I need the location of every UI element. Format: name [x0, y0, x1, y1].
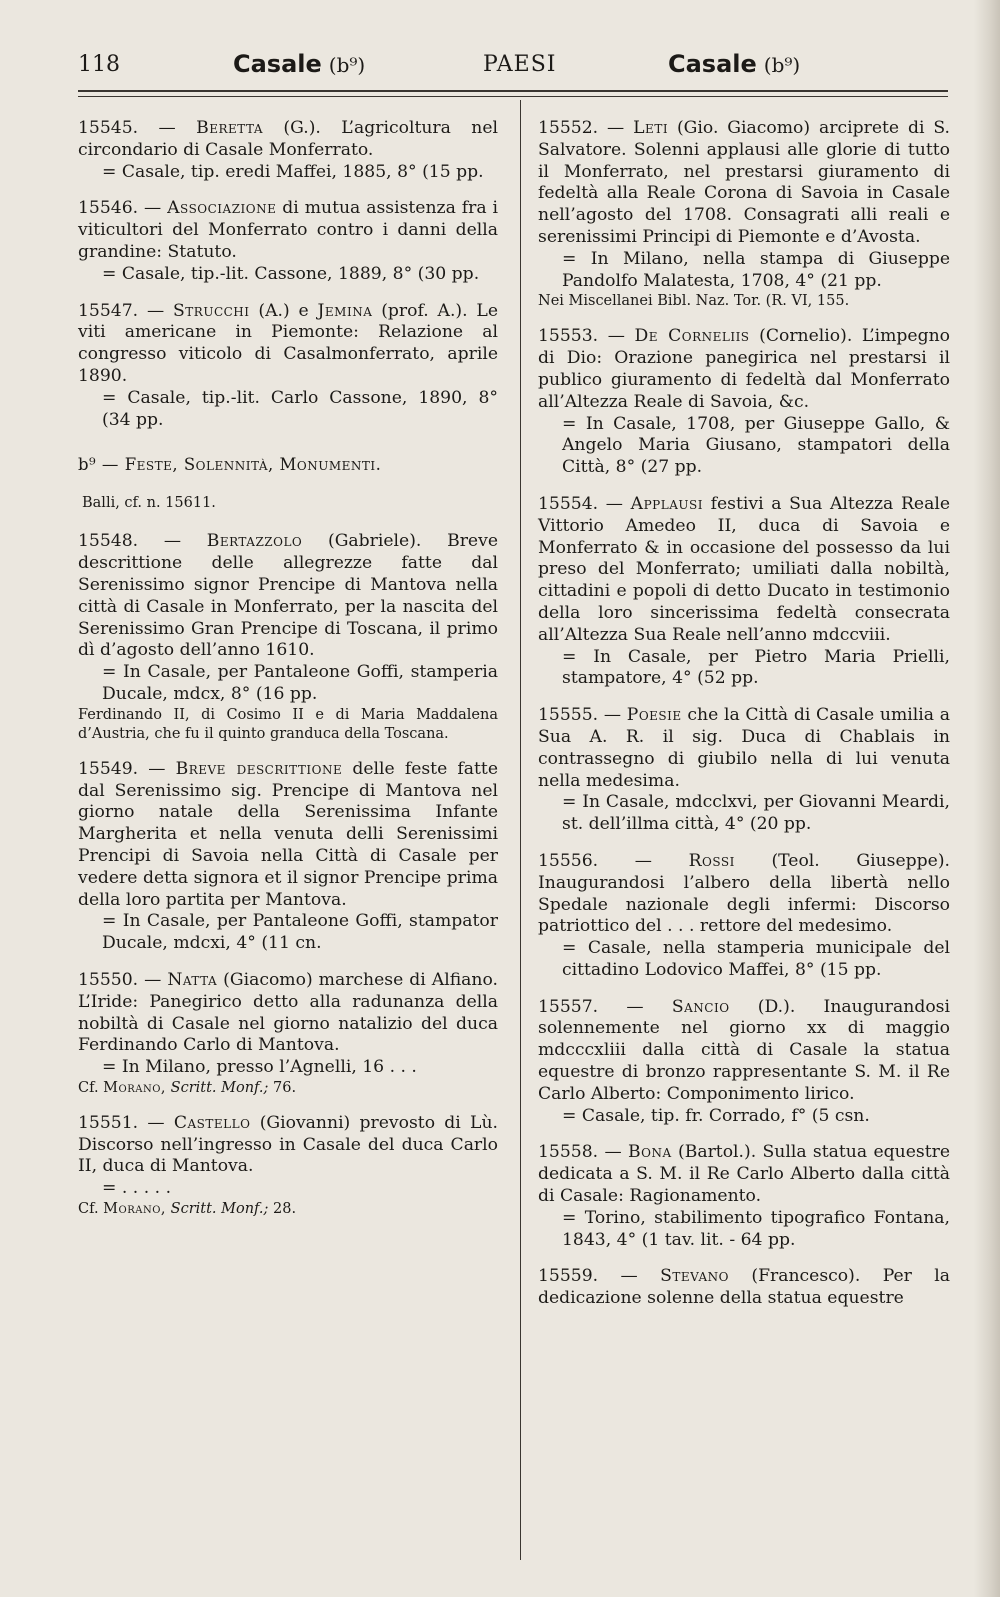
entry-15558: 15558. — Bona (Bartol.). Sulla statua equestre dedicata a S. M. il Re Carlo Alberto dalla città di Casale: Ragionamento. = Torino, stabilimento tipografico Fontana, 1843, 4° (1 tav. lit. - 64 pp. [538, 1142, 950, 1250]
entry-imprint: = Casale, tip.-lit. Cassone, 1889, 8° (30 pp. [102, 263, 480, 284]
entry-15550: 15550. — Natta (Giacomo) marchese di Alfiano. L’Iride: Panegirico detto alla radunanza della nobiltà di Casale nel giorno natalizio del duca Ferdinando Carlo di Mantova. = In Milano, presso l’Agnelli, 16 . . . Cf. Morano, Scritt. Monf.; 76. [78, 969, 498, 1096]
entry-number: 15558. [538, 1142, 599, 1163]
entry-15559: 15559. — Stevano (Francesco). Per la dedicazione solenne della statua equestre [538, 1266, 950, 1309]
entry-number: 15553. [538, 326, 599, 347]
entry-author: Castello [173, 1112, 251, 1133]
entry-number: 15557. [538, 996, 599, 1017]
entry-imprint: = In Casale, per Pietro Maria Prielli, stampatore, 4° (52 pp. [562, 646, 950, 689]
entry-author: Beretta [196, 118, 264, 138]
binding-shadow [974, 0, 1000, 1597]
entry-number: 15549. [78, 758, 139, 779]
entry-text: (D.). Inaugurandosi solennemente nel giorno xx di maggio mdcccxliii dalla città di Casale la statua equestre di bronzo rappresentante S. M. il Re Carlo Alberto: Componimento lirico. [538, 996, 950, 1104]
entry-text: (G.). L’agricoltura nel circondario di Casale Monferrato. [78, 118, 498, 160]
entry-author: Strucchi [173, 300, 250, 321]
entry-author: Associazione [167, 198, 277, 219]
entry-author: Natta [167, 969, 218, 990]
section-heading: b⁹ — Feste, Solennità, Monumenti. [78, 455, 382, 475]
entry-15547: 15547. — Strucchi (A.) e Jemina (prof. A.). Le viti americane in Piemonte: Relazione al congresso viticolo di Casalmonferrato, aprile 1890. = Casale, tip.-lit. Carlo Cassone, 1890, 8° (34 pp. [78, 300, 498, 430]
entry-text: (prof. A.). Le viti americane in Piemonte: Relazione al congresso viticolo di Casalmonferrato, aprile 1890. [78, 300, 498, 386]
entry-text: (Francesco). Per la dedicazione solenne della statua equestre [538, 1266, 950, 1309]
entry-15552: 15552. — Leti (Gio. Giacomo) arciprete di S. Salvatore. Solenni applausi alle glorie di tutto il Monferrato, nel prestarsi giuramento di fedeltà alla Reale Corona di Savoia in Casale nell’agosto del 1708. Consagrati alli reali e serenissimi Principi di Piemonte e d’Avosta. = In Milano, nella stampa di Giuseppe Pandolfo Malatesta, 1708, 4° (21 pp. Nei Miscellanei Bibl. Naz. Tor. (R. VI, 155. [538, 118, 950, 310]
entry-text: (Gio. Giacomo) arciprete di S. Salvatore. Solenni applausi alle glorie di tutto il Monferrato, nel prestarsi giuramento di fedeltà alla Reale Corona di Savoia in Casale nell’agosto del 1708. Consagrati alli reali e serenissimi Principi di Piemonte e d’Avosta. [538, 118, 950, 247]
entry-author: Stevano [660, 1266, 729, 1287]
entry-imprint: = Casale, nella stamperia municipale del cittadino Lodovico Maffei, 8° (15 pp. [562, 938, 950, 980]
entry-15553: 15553. — De Corneliis (Cornelio). L’impegno di Dio: Orazione panegirica nel prestarsi il publico giuramento di fedeltà dal Monferrato all’Altezza Reale di Savoia, &c. = In Casale, 1708, per Giuseppe Gallo, & Angelo Maria Giusano, stampatori della Città, 8° (27 pp. [538, 326, 950, 478]
entry-text: che la Città di Casale umilia a Sua A. R. il sig. Duca di Chablais in contrassegno di giubilo nella di lui venuta nella medesima. [538, 705, 950, 791]
section-title: Feste, Solennità, Monumenti. [124, 455, 382, 475]
entry-author: Poesie [626, 705, 682, 726]
right-column [538, 118, 950, 1325]
entry-15545: 15545. — Beretta (G.). L’agricoltura nel circondario di Casale Monferrato. = Casale, tip. eredi Maffei, 1885, 8° (15 pp. [78, 118, 498, 182]
running-head [78, 46, 848, 86]
entry-text: (Teol. Giuseppe). Inaugurandosi l’albero della libertà nello Spedale nazionale degli infermi: Discorso patriottico del . . . rettore del medesimo. [538, 850, 950, 937]
running-title-center: PAESI [483, 52, 557, 77]
entry-number: 15554. [538, 493, 599, 514]
entry-author: Applausi [630, 493, 703, 514]
entry-text: (Giovanni) prevosto di Lù. Discorso nell’ingresso in Casale del duca Carlo II, duca di Mantova. [78, 1112, 498, 1177]
entry-15551: 15551. — Castello (Giovanni) prevosto di Lù. Discorso nell’ingresso in Casale del duca Carlo II, duca di Mantova. = . . . . . Cf. Morano, Scritt. Monf.; 28. [78, 1112, 498, 1218]
entry-author: Sancio [671, 996, 730, 1017]
entry-text: festivi a Sua Altezza Reale Vittorio Amedeo II, duca di Savoia e Monferrato & in occasione del possesso da lui preso del Monferrato; umiliati dalla nobiltà, cittadini e popoli di detto Ducato in testimonio della loro sincerissima fedeltà consecrata all’Altezza Sua Reale nell’anno mdccviii. [538, 493, 950, 645]
entry-imprint: = In Milano, presso l’Agnelli, 16 . . . [102, 1057, 417, 1078]
entry-15549: 15549. — Breve descrittione delle feste fatte dal Serenissimo sig. Prencipe di Mantova nel giorno natale della Serenissima Infante Margherita et nella venuta delli Serenissimi Prencipi di Savoia nella Città di Casale per vedere detta signora et il signor Prencipe prima della loro partita per Mantova. = In Casale, per Pantaleone Goffi, stampator Ducale, mdcxi, 4° (11 cn. [78, 758, 498, 954]
entry-number: 15546. [78, 198, 139, 219]
entry-number: 15548. [78, 531, 139, 552]
entry-author: De Corneliis [634, 326, 750, 347]
entry-number: 15559. [538, 1266, 599, 1287]
entry-number: 15545. [78, 118, 139, 138]
entry-number: 15556. [538, 850, 599, 871]
entry-15546: 15546. — Associazione di mutua assistenza fra i viticultori del Monferrato contro i danni della grandine: Statuto. = Casale, tip.-lit. Cassone, 1889, 8° (30 pp. [78, 198, 498, 284]
entry-number: 15551. [78, 1112, 139, 1133]
entry-15555: 15555. — Poesie che la Città di Casale umilia a Sua A. R. il sig. Duca di Chablais in contrassegno di giubilo nella di lui venuta nella medesima. = In Casale, mdcclxvi, per Giovanni Meardi, st. dell’illma città, 4° (20 pp. [538, 705, 950, 835]
entry-number: 15552. [538, 118, 599, 138]
entry-note: Ferdinando II, di Cosimo II e di Maria Maddalena d’Austria, che fu il quinto granduca della Toscana. [78, 706, 498, 742]
entry-imprint: = Casale, tip.-lit. Carlo Cassone, 1890, 8° (34 pp. [102, 387, 498, 430]
entry-number: 15555. [538, 705, 599, 726]
running-title-right: Casale (b⁹) [668, 50, 801, 78]
entry-author: Bertazzolo [206, 531, 303, 552]
entry-reference: Cf. Morano, Scritt. Monf.; 76. [78, 1079, 297, 1096]
entry-number: 15550. [78, 969, 139, 990]
entry-text: (Giacomo) marchese di Alfiano. L’Iride: Panegirico detto alla radunanza della nobiltà di Casale nel giorno natalizio del duca Ferdinando Carlo di Mantova. [78, 969, 498, 1056]
entry-text: delle feste fatte dal Serenissimo sig. Prencipe di Mantova nel giorno natale della Serenissima Infante Margherita et nella venuta delli Serenissimi Prencipi di Savoia nella Città di Casale per vedere detta signora et il signor Prencipe prima della loro partita per Mantova. [78, 758, 498, 910]
header-rule-thin [78, 96, 948, 97]
entry-note: Nei Miscellanei Bibl. Naz. Tor. (R. VI, 155. [538, 293, 850, 310]
entry-15548: 15548. — Bertazzolo (Gabriele). Breve descrittione delle allegrezze fatte dal Serenissimo signor Prencipe di Mantova nella città di Casale in Monferrato, per la nascita del Serenissimo Gran Prencipe di Toscana, il primo dì d’agosto dell’anno 1610. = In Casale, per Pantaleone Goffi, stamperia Ducale, mdcx, 8° (16 pp. Ferdinando II, di Cosimo II e di Maria Maddalena d’Austria, che fu il quinto granduca della Toscana. [78, 531, 498, 742]
section-code: b⁹ [78, 455, 97, 475]
entry-imprint: = In Casale, 1708, per Giuseppe Gallo, & Angelo Maria Giusano, stampatori della Città, 8° (27 pp. [562, 413, 950, 478]
entry-imprint: = In Casale, per Pantaleone Goffi, stampator Ducale, mdcxi, 4° (11 cn. [102, 911, 498, 954]
left-column [78, 118, 498, 1234]
entry-imprint: = . . . . . [102, 1178, 172, 1199]
column-divider [520, 100, 521, 1560]
page-number: 118 [78, 52, 120, 77]
entry-author: Bona [628, 1142, 672, 1163]
header-rule [78, 90, 948, 92]
entry-imprint: = In Casale, per Pantaleone Goffi, stamperia Ducale, mdcx, 8° (16 pp. [102, 662, 498, 704]
entry-author: Leti [633, 118, 669, 138]
entry-text: (Bartol.). Sulla statua equestre dedicata a S. M. il Re Carlo Alberto dalla città di Casale: Ragionamento. [538, 1142, 950, 1207]
entry-15556: 15556. — Rossi (Teol. Giuseppe). Inaugurandosi l’albero della libertà nello Spedale nazionale degli infermi: Discorso patriottico del . . . rettore del medesimo. = Casale, nella stamperia municipale del cittadino Lodovico Maffei, 8° (15 pp. [538, 850, 950, 980]
entry-15554: 15554. — Applausi festivi a Sua Altezza Reale Vittorio Amedeo II, duca di Savoia e Monferrato & in occasione del possesso da lui preso del Monferrato; umiliati dalla nobiltà, cittadini e popoli di detto Ducato in testimonio della loro sincerissima fedeltà consecrata all’Altezza Sua Reale nell’anno mdccviii. = In Casale, per Pietro Maria Prielli, stampatore, 4° (52 pp. [538, 493, 950, 689]
cross-reference: Balli, cf. n. 15611. [82, 495, 216, 512]
entry-number: 15547. [78, 300, 139, 321]
entry-author: Rossi [688, 850, 735, 871]
entry-text: di mutua assistenza fra i viticultori del Monferrato contro i danni della grandine: Statuto. [78, 198, 498, 262]
entry-15557: 15557. — Sancio (D.). Inaugurandosi solennemente nel giorno xx di maggio mdcccxliii dalla città di Casale la statua equestre di bronzo rappresentante S. M. il Re Carlo Alberto: Componimento lirico. = Casale, tip. fr. Corrado, f° (5 csn. [538, 996, 950, 1126]
entry-imprint: = In Casale, mdcclxvi, per Giovanni Meardi, st. dell’illma città, 4° (20 pp. [562, 792, 950, 835]
entry-author: Breve descrittione [175, 758, 343, 779]
entry-imprint: = Casale, tip. fr. Corrado, f° (5 csn. [562, 1105, 870, 1126]
entry-imprint: = Torino, stabilimento tipografico Fontana, 1843, 4° (1 tav. lit. - 64 pp. [562, 1207, 950, 1250]
entry-imprint: = In Milano, nella stampa di Giuseppe Pandolfo Malatesta, 1708, 4° (21 pp. [562, 248, 950, 291]
entry-author-2: Jemina [317, 300, 373, 321]
entry-reference: Cf. Morano, Scritt. Monf.; 28. [78, 1201, 297, 1218]
running-title-left: Casale (b⁹) [233, 50, 366, 78]
entry-text: (Gabriele). Breve descrittione delle allegrezze fatte dal Serenissimo signor Prencipe di Mantova nella città di Casale in Monferrato, per la nascita del Serenissimo Gran Prencipe di Toscana, il primo dì d’agosto dell’anno 1610. [78, 531, 498, 661]
entry-text: (Cornelio). L’impegno di Dio: Orazione panegirica nel prestarsi il publico giuramento di fedeltà dal Monferrato all’Altezza Reale di Savoia, &c. [538, 326, 950, 412]
entry-imprint: = Casale, tip. eredi Maffei, 1885, 8° (15 pp. [102, 161, 484, 182]
